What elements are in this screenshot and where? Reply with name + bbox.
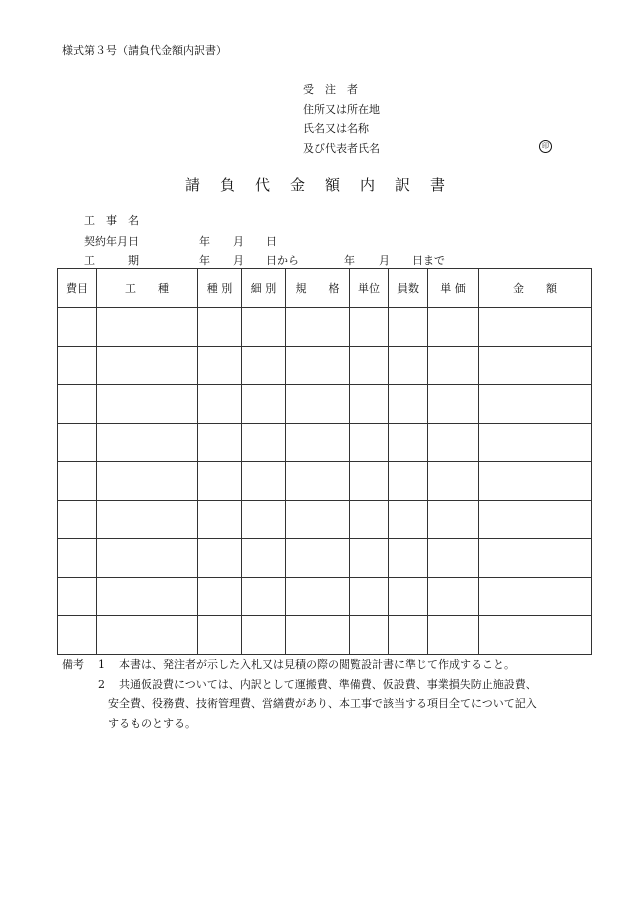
form-number: 様式第３号（請負代金額内訳書） [62, 44, 227, 57]
table-cell[interactable] [479, 308, 592, 347]
table-cell[interactable] [97, 500, 198, 539]
table-cell[interactable] [198, 577, 242, 616]
table-cell[interactable] [58, 500, 97, 539]
column-header: 工 種 [97, 269, 198, 308]
table-cell[interactable] [350, 539, 389, 578]
table-cell[interactable] [198, 462, 242, 501]
table-row [58, 462, 592, 501]
table-cell[interactable] [389, 577, 428, 616]
note-text: 本書は、発注者が示した入札又は見積の際の閲覧設計書に準じて作成すること。 [119, 658, 515, 671]
table-cell[interactable] [242, 346, 286, 385]
table-cell[interactable] [479, 539, 592, 578]
table-cell[interactable] [389, 385, 428, 424]
table-cell[interactable] [350, 462, 389, 501]
column-header: 費目 [58, 269, 97, 308]
table-row [58, 423, 592, 462]
table-cell[interactable] [479, 500, 592, 539]
table-cell[interactable] [389, 462, 428, 501]
table-cell[interactable] [428, 346, 479, 385]
table-cell[interactable] [198, 385, 242, 424]
table-row [58, 616, 592, 655]
table-cell[interactable] [428, 308, 479, 347]
document-title: 請負代金額内訳書 [184, 176, 465, 194]
table-cell[interactable] [286, 462, 350, 501]
column-header: 細 別 [242, 269, 286, 308]
note-number: 1 [98, 658, 105, 671]
table-cell[interactable] [350, 385, 389, 424]
table-cell[interactable] [428, 539, 479, 578]
table-cell[interactable] [58, 577, 97, 616]
period-end-month: 月 [379, 254, 390, 267]
table-cell[interactable] [350, 423, 389, 462]
table-cell[interactable] [428, 423, 479, 462]
note-row-2 [62, 675, 537, 695]
table-cell[interactable] [97, 462, 198, 501]
table-cell[interactable] [198, 500, 242, 539]
table-cell[interactable] [198, 539, 242, 578]
table-cell[interactable] [58, 346, 97, 385]
note-number: 2 [98, 677, 105, 691]
contractor-name-label: 氏名又は名称 [303, 122, 369, 135]
table-row [58, 346, 592, 385]
table-cell[interactable] [58, 308, 97, 347]
notes-label: 備考 [62, 658, 84, 671]
table-cell[interactable] [286, 385, 350, 424]
note-text: するものとする。 [108, 716, 196, 730]
table-cell[interactable] [350, 500, 389, 539]
table-cell[interactable] [479, 462, 592, 501]
contractor-representative-label: 及び代表者氏名 [303, 141, 380, 155]
table-cell[interactable] [242, 308, 286, 347]
table-cell[interactable] [198, 616, 242, 655]
table-cell[interactable] [428, 577, 479, 616]
table-cell[interactable] [242, 500, 286, 539]
period-end-year: 年 [344, 254, 355, 267]
table-cell[interactable] [428, 616, 479, 655]
contract-date-day: 日 [266, 235, 277, 248]
column-header: 単位 [350, 269, 389, 308]
contractor-block [303, 80, 380, 158]
table-cell[interactable] [97, 539, 198, 578]
table-cell[interactable] [286, 577, 350, 616]
period-start-year: 年 [199, 254, 210, 267]
table-cell[interactable] [286, 308, 350, 347]
table-cell[interactable] [286, 346, 350, 385]
note-row-4 [62, 714, 196, 734]
contractor-heading: 受 注 者 [303, 83, 358, 96]
table-cell[interactable] [58, 616, 97, 655]
table-cell[interactable] [479, 616, 592, 655]
table-cell[interactable] [97, 346, 198, 385]
contractor-address-label: 住所又は所在地 [303, 102, 380, 116]
table-cell[interactable] [479, 577, 592, 616]
table-body [58, 308, 592, 655]
table-cell[interactable] [479, 346, 592, 385]
table-cell[interactable] [97, 577, 198, 616]
table-cell[interactable] [389, 346, 428, 385]
table-cell[interactable] [242, 385, 286, 424]
table-header-row [58, 269, 592, 308]
column-header: 規 格 [286, 269, 350, 308]
project-name-label: 工 事 名 [84, 214, 139, 227]
note-row-1 [62, 655, 515, 675]
table-cell[interactable] [479, 385, 592, 424]
column-header: 単 価 [428, 269, 479, 308]
table-cell[interactable] [97, 385, 198, 424]
table-row [58, 500, 592, 539]
table-cell[interactable] [198, 423, 242, 462]
table-cell[interactable] [428, 500, 479, 539]
table-cell[interactable] [242, 423, 286, 462]
table-cell[interactable] [389, 500, 428, 539]
contract-date-label: 契約年月日 [84, 235, 139, 248]
contract-date-year: 年 [199, 235, 210, 248]
table-cell[interactable] [58, 385, 97, 424]
table-cell[interactable] [97, 308, 198, 347]
table-row [58, 577, 592, 616]
period-start-month: 月 [233, 254, 244, 267]
period-end-day: 日まで [412, 254, 445, 267]
table-cell[interactable] [286, 539, 350, 578]
period-start-day: 日から [266, 254, 299, 267]
table-cell[interactable] [58, 462, 97, 501]
table-cell[interactable] [389, 423, 428, 462]
table-cell[interactable] [242, 616, 286, 655]
note-text: 共通仮設費については、内訳として運搬費、準備費、仮設費、事業損失防止施設費、 [119, 677, 537, 691]
table-cell[interactable] [389, 539, 428, 578]
table-row [58, 539, 592, 578]
contract-date-month: 月 [233, 235, 244, 248]
table-cell[interactable] [350, 577, 389, 616]
table-cell[interactable] [389, 616, 428, 655]
table-cell[interactable] [97, 616, 198, 655]
table-cell[interactable] [242, 539, 286, 578]
table-cell[interactable] [286, 616, 350, 655]
table-cell[interactable] [350, 346, 389, 385]
table-cell[interactable] [286, 423, 350, 462]
table-cell[interactable] [58, 539, 97, 578]
note-text: 安全費、役務費、技術管理費、営繕費があり、本工事で該当する項目全てについて記入 [108, 697, 537, 710]
seal-mark: 印 [539, 140, 552, 153]
notes-section [62, 655, 537, 733]
table-cell[interactable] [286, 500, 350, 539]
column-header: 員数 [389, 269, 428, 308]
note-row-3 [62, 694, 537, 714]
table-cell[interactable] [242, 462, 286, 501]
table-row [58, 308, 592, 347]
table-cell[interactable] [428, 385, 479, 424]
table-cell[interactable] [198, 308, 242, 347]
breakdown-table [57, 268, 592, 655]
table-cell[interactable] [350, 616, 389, 655]
table-cell[interactable] [97, 423, 198, 462]
table-cell[interactable] [242, 577, 286, 616]
table-cell[interactable] [389, 308, 428, 347]
column-header: 種 別 [198, 269, 242, 308]
period-label: 工 期 [84, 254, 139, 267]
table-cell[interactable] [198, 346, 242, 385]
table-cell[interactable] [479, 423, 592, 462]
table-cell[interactable] [58, 423, 97, 462]
table-cell[interactable] [350, 308, 389, 347]
column-header: 金 額 [479, 269, 592, 308]
table-row [58, 385, 592, 424]
table-cell[interactable] [428, 462, 479, 501]
